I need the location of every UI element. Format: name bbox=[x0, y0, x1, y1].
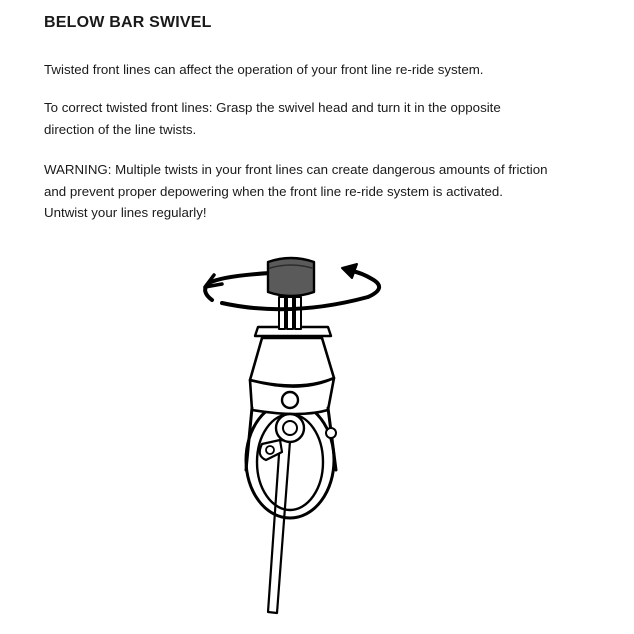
intro-paragraph bbox=[44, 59, 484, 81]
intro-line: Twisted front lines can affect the operation of your front line re-ride system. bbox=[44, 62, 484, 77]
instruction-line: direction of the line twists. bbox=[44, 121, 197, 137]
warning-line: and prevent proper depowering when the front line re-ride system is activated. bbox=[44, 183, 503, 199]
section-heading: BELOW BAR SWIVEL bbox=[44, 14, 212, 31]
swivel-illustration bbox=[190, 238, 400, 623]
warning-paragraph bbox=[44, 159, 548, 224]
warning-line: Untwist your lines regularly! bbox=[44, 205, 207, 220]
instruction-paragraph bbox=[44, 97, 501, 140]
instruction-line: To correct twisted front lines: Grasp the swivel head and turn it in the opposite bbox=[44, 100, 501, 115]
warning-line: WARNING: Multiple twists in your front lines can create dangerous amounts of friction bbox=[44, 162, 548, 177]
rotation-arrow-icon bbox=[205, 273, 270, 300]
swivel-head-icon bbox=[268, 258, 314, 329]
line-rod-icon bbox=[268, 440, 290, 613]
